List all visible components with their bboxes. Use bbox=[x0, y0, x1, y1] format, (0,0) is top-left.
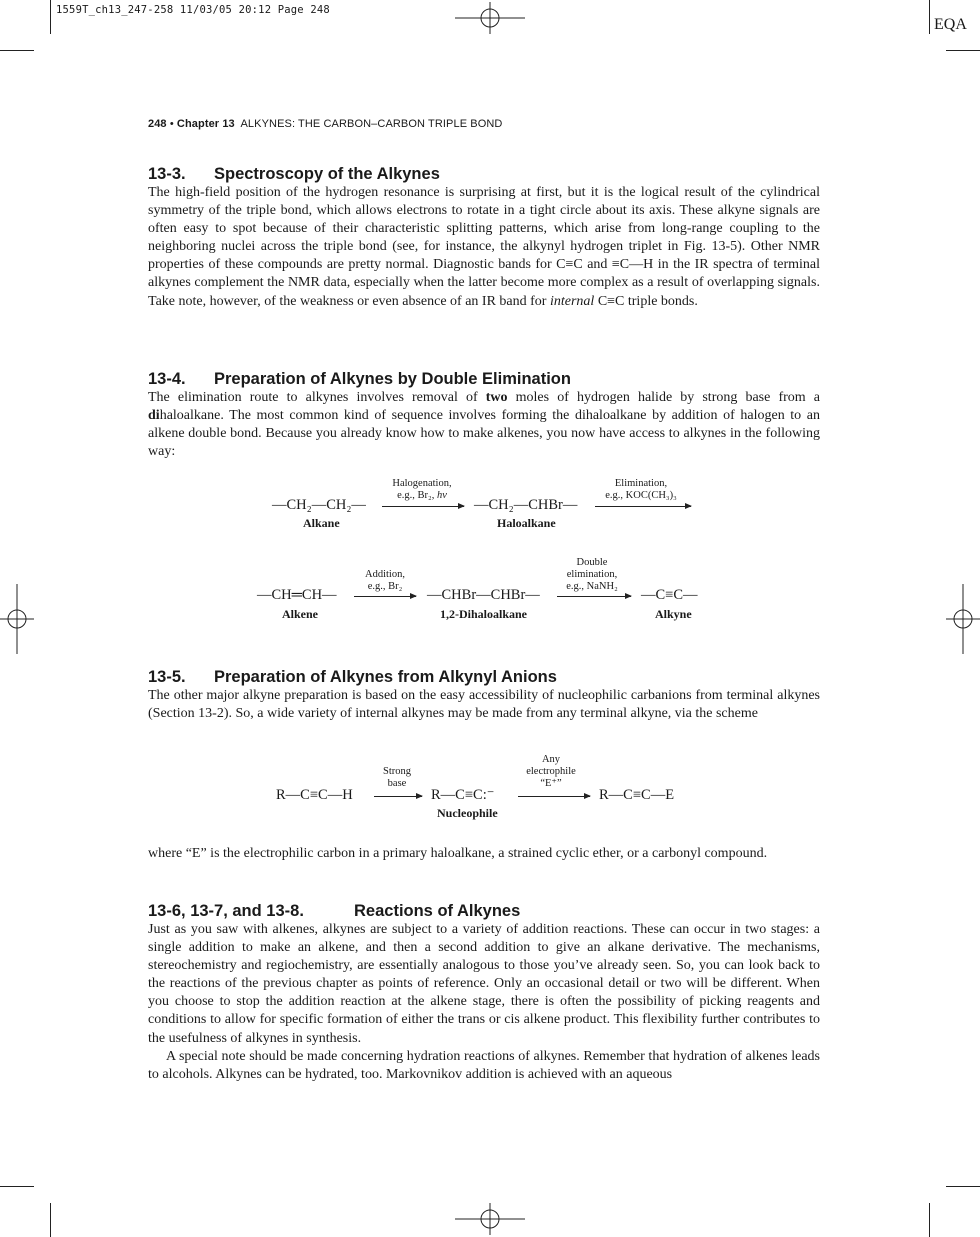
addition-conditions bbox=[350, 569, 420, 593]
reaction-arrow bbox=[354, 596, 416, 597]
paragraph-text-end: C≡C triple bonds. bbox=[594, 293, 698, 309]
section-heading bbox=[148, 369, 820, 389]
reaction-scheme-addition-double-elimination bbox=[0, 555, 980, 630]
crop-mark-bl-h bbox=[0, 1186, 34, 1187]
section-paragraph: where “E” is the electrophilic carbon in a primary haloalkane, a strained cyclic ether, or a carbonyl compound. bbox=[148, 846, 768, 861]
condition-line: Halogenation, bbox=[392, 478, 452, 489]
condition-line: e.g., KOC(CH₃)₃ bbox=[605, 490, 677, 501]
registration-mark-top bbox=[455, 2, 525, 34]
section-title: Reactions of Alkynes bbox=[354, 902, 521, 920]
section-paragraph bbox=[148, 389, 820, 461]
crop-mark-tl-v bbox=[50, 0, 51, 34]
condition-line: base bbox=[387, 778, 407, 789]
condition-line: elimination, bbox=[566, 569, 618, 580]
dihaloalkane-formula: —CHBr—CHBr— bbox=[427, 587, 540, 603]
reaction-arrow bbox=[557, 596, 631, 597]
terminal-alkyne-formula: R—C≡C—H bbox=[276, 787, 353, 803]
nucleophile-label: Nucleophile bbox=[437, 806, 498, 820]
paragraph-text: The high-field position of the hydrogen resonance is surprising at first, but it is the logical result of the cylindrical symmetry of the triple bond, which allows electrons to rotate in a tight circle about its axis. These alkyne signals are often easy to spot because of their characteristic splitting patterns, which arise from long-range coupling to the neighboring nuclei across the triple bond (see, for instance, the alkynyl hydrogen triplet in Fig. 13-5). Other NMR properties of these compounds are pretty normal. Diagnostic bands for C≡C and ≡C—H in the IR spectra of terminal alkynes complement the NMR data, especially when the latter become more complex as a result of overlapping signals. Take note, however, of the weakness or even absence of an IR band for bbox=[148, 185, 820, 309]
alkene-formula: —CH═CH— bbox=[257, 587, 337, 603]
crop-mark-tl-h bbox=[0, 50, 34, 51]
alkynyl-anion-formula: R—C≡C:⁻ bbox=[431, 787, 495, 803]
paragraph-text: haloalkane. The most common kind of sequence involves forming the dihaloalkane by addition of halogen to an alkene double bond. Because you already know how to make alkenes, you now have access to alkynes in the following way: bbox=[148, 408, 820, 460]
elimination-conditions bbox=[590, 478, 692, 502]
paragraph-text: The elimination route to alkynes involves removal of bbox=[148, 390, 486, 405]
emphasis-text: internal bbox=[549, 293, 595, 309]
condition-line: Strong bbox=[382, 766, 411, 777]
section-number: 13-3. bbox=[148, 165, 186, 183]
running-head bbox=[148, 118, 502, 130]
haloalkane-formula: —CH₂—CHBr— bbox=[474, 497, 578, 513]
section-13-5 bbox=[148, 667, 820, 723]
double-elimination-conditions bbox=[556, 557, 628, 593]
chapter-title: ALKYNES: THE CARBON–CARBON TRIPLE BOND bbox=[240, 118, 503, 130]
section-title: Spectroscopy of the Alkynes bbox=[214, 165, 440, 183]
reaction-scheme-alkynyl-anion bbox=[0, 752, 980, 824]
corner-mark: EQA bbox=[934, 16, 967, 33]
halogenation-conditions bbox=[377, 478, 467, 502]
condition-line: “E⁺” bbox=[540, 778, 562, 789]
alkane-label: Alkane bbox=[303, 516, 340, 530]
condition-line: Elimination, bbox=[614, 478, 668, 489]
section-title: Preparation of Alkynes by Double Elimination bbox=[214, 370, 571, 388]
section-13-3 bbox=[148, 164, 820, 311]
section-title: Preparation of Alkynes from Alkynyl Anions bbox=[214, 668, 557, 686]
paragraph-text: moles of hydrogen halide by strong base from a bbox=[507, 390, 820, 405]
condition-line: Addition, bbox=[365, 569, 405, 580]
section-heading bbox=[148, 667, 820, 687]
reaction-scheme-halogenation-elimination bbox=[0, 470, 980, 540]
crop-mark-br-v bbox=[929, 1203, 930, 1237]
reaction-arrow bbox=[518, 796, 590, 797]
crop-mark-tr-v bbox=[929, 0, 930, 34]
chapter-label: Chapter 13 bbox=[176, 118, 235, 130]
condition-line: Double bbox=[576, 557, 608, 568]
section-13-4 bbox=[148, 369, 820, 461]
strong-base-conditions bbox=[372, 766, 422, 790]
registration-mark-bottom bbox=[455, 1203, 525, 1235]
alkyne-formula: —C≡C— bbox=[641, 587, 698, 603]
condition-line: electrophile bbox=[526, 766, 576, 777]
section-number: 13-6, 13-7, and 13-8. bbox=[148, 902, 304, 920]
condition-reagent: e.g., Br₂, bbox=[397, 490, 437, 501]
condition-line: e.g., NaNH₂ bbox=[566, 581, 618, 592]
condition-line: Any bbox=[541, 754, 561, 765]
alkane-formula: —CH₂—CH₂— bbox=[272, 497, 366, 513]
condition-line bbox=[377, 490, 467, 502]
crop-mark-bl-v bbox=[50, 1203, 51, 1237]
section-heading bbox=[148, 164, 820, 184]
print-slug: 1559T_ch13_247-258 11/03/05 20:12 Page 248 bbox=[56, 4, 330, 16]
page-number: 248 bbox=[148, 118, 167, 130]
section-paragraph: Just as you saw with alkenes, alkynes are subject to a variety of addition reactions. These can occur in two stages: a single addition to make an alkene, and then a second addition to give an alkane derivative. The mechanisms, stereochemistry and regiochemistry, are essentially analogous to those you’ve already seen. So, you can look back to the reactions of the previous chapter as points of reference. Only an occasional detail or two will be different. When you choose to stop the addition reaction at the alkene stage, there is often the possibility of picking reagents and conditions to allow for specific formation of either the trans or cis alkene product. This flexibility further contributes to the usefulness of alkynes in synthesis. bbox=[148, 922, 820, 1046]
crop-mark-tr-h bbox=[946, 50, 980, 51]
condition-light: hν bbox=[436, 490, 447, 501]
electrophile-conditions bbox=[516, 754, 586, 790]
alkene-label: Alkene bbox=[282, 607, 318, 621]
reaction-arrow bbox=[374, 796, 422, 797]
reaction-arrow bbox=[595, 506, 691, 507]
section-paragraph bbox=[148, 184, 820, 311]
running-head-bullet: • bbox=[169, 118, 174, 130]
section-13-5-continued bbox=[148, 845, 820, 863]
dihaloalkane-label: 1,2-Dihaloalkane bbox=[440, 607, 528, 621]
section-heading bbox=[148, 901, 820, 921]
alkyne-label: Alkyne bbox=[655, 607, 692, 621]
internal-alkyne-formula: R—C≡C—E bbox=[599, 787, 675, 803]
crop-mark-br-h bbox=[946, 1186, 980, 1187]
section-paragraph: A special note should be made concerning hydration reactions of alkynes. Remember that hydration of alkenes leads to alcohols. Alkynes can be hydrated, too. Markovnikov addition is achieved with an aqueous bbox=[148, 1048, 820, 1082]
bold-text: two bbox=[485, 390, 508, 405]
condition-line: e.g., Br₂ bbox=[367, 581, 403, 592]
section-number: 13-4. bbox=[148, 370, 186, 388]
haloalkane-label: Haloalkane bbox=[497, 516, 556, 530]
section-number: 13-5. bbox=[148, 668, 186, 686]
section-paragraph: The other major alkyne preparation is based on the easy accessibility of nucleophilic carbanions from terminal alkynes (Section 13-2). So, a wide variety of internal alkynes may be made from any terminal alkyne, via the scheme bbox=[148, 688, 820, 722]
bold-text: di bbox=[148, 408, 160, 424]
section-13-6 bbox=[148, 901, 820, 1084]
reaction-arrow bbox=[382, 506, 464, 507]
